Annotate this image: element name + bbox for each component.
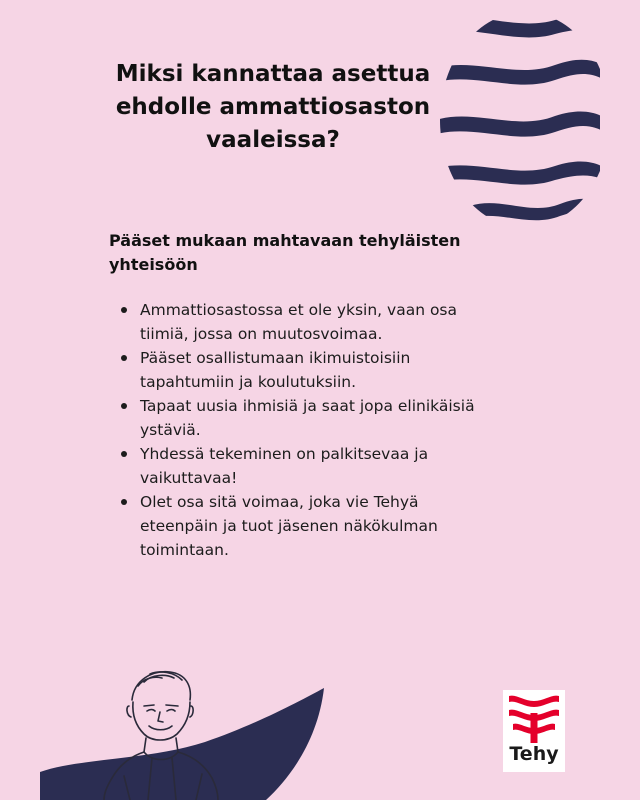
- list-item-line: Pääset osallistumaan ikimuistoisiin: [140, 349, 411, 367]
- list-item-line: tiimiä, jossa on muutosvoimaa.: [140, 325, 383, 343]
- logo-text: Tehy: [509, 743, 559, 765]
- list-item-line: toimintaan.: [140, 541, 229, 559]
- list-item-line: tapahtumiin ja koulutuksiin.: [140, 373, 357, 391]
- list-item-line: eteenpäin ja tuot jäsenen näkökulman: [140, 517, 438, 535]
- tehy-logo-icon: [507, 693, 561, 743]
- list-item-line: Tapaat uusia ihmisiä ja saat jopa elinikäisiä: [140, 397, 475, 415]
- title-line-2: ehdolle ammattiosaston: [115, 94, 431, 120]
- list-item-line: Ammattiosastossa et ole yksin, vaan osa: [140, 301, 458, 319]
- title-line-1: Miksi kannattaa asettua: [115, 61, 431, 87]
- list-item-line: Olet osa sitä voimaa, joka vie Tehyä: [140, 493, 419, 511]
- list-item: [110, 298, 530, 346]
- wave-stripes-icon: [430, 10, 600, 235]
- list-item: [110, 490, 530, 562]
- list-item: [110, 394, 530, 442]
- subtitle-line-2: yhteisöön: [109, 255, 198, 274]
- person-illustration: [40, 660, 340, 800]
- list-item-line: ystäviä.: [140, 421, 201, 439]
- title-line-3: vaaleissa?: [206, 127, 340, 153]
- page-title: [108, 58, 438, 157]
- list-item: [110, 442, 530, 490]
- list-item-line: vaikuttavaa!: [140, 469, 238, 487]
- section-heading: [109, 229, 509, 277]
- subtitle-line-1: Pääset mukaan mahtavaan tehyläisten: [109, 231, 461, 250]
- navy-swoosh: [40, 688, 324, 800]
- benefits-list: [110, 298, 530, 562]
- tehy-logo: [503, 690, 565, 772]
- list-item-line: Yhdessä tekeminen on palkitsevaa ja: [140, 445, 429, 463]
- list-item: [110, 346, 530, 394]
